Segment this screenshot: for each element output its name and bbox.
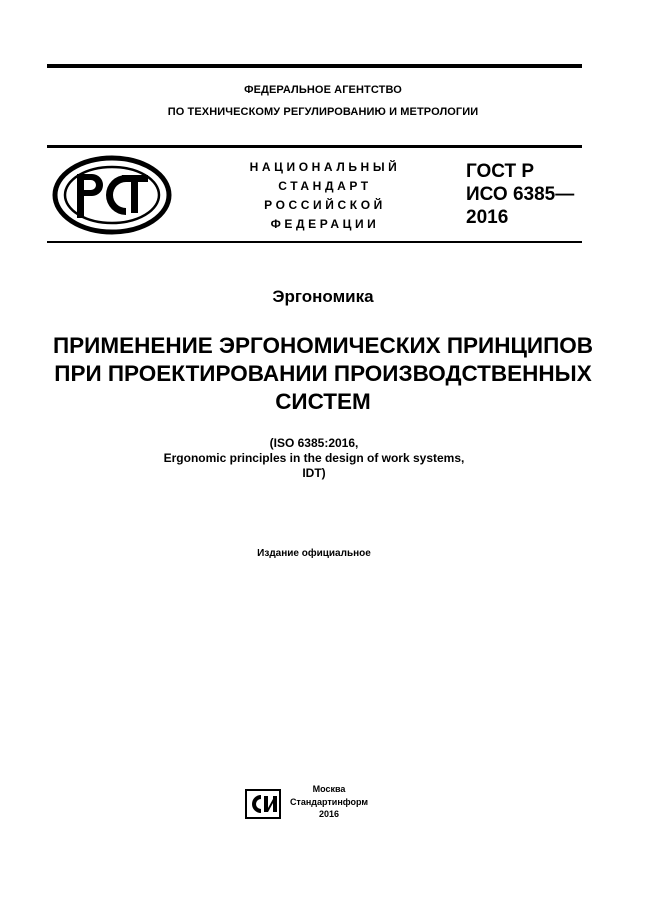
header-rule: [47, 145, 582, 148]
standard-type-line2: СТАНДАРТ: [278, 179, 372, 193]
publisher-block: [278, 783, 380, 821]
title-line2: ПРИ ПРОЕКТИРОВАНИИ ПРОИЗВОДСТВЕННЫХ: [54, 361, 592, 386]
standard-type-line1: НАЦИОНАЛЬНЫЙ: [249, 160, 401, 174]
publisher-year: 2016: [318, 809, 340, 819]
standartinform-logo-icon: [245, 789, 281, 819]
standard-designation: [466, 160, 574, 229]
publisher-name: Стандартинформ: [289, 796, 369, 807]
designation-rule: [47, 241, 582, 243]
agency-name-line1: ФЕДЕРАЛЬНОЕ АГЕНТСТВО: [244, 84, 402, 96]
publisher-city: Москва: [312, 784, 346, 794]
title-line3: СИСТЕМ: [275, 389, 371, 414]
designation-line3: 2016: [466, 207, 509, 228]
standard-type-line3: РОССИЙСКОЙ: [264, 198, 386, 212]
standard-type: [232, 158, 418, 234]
designation-line1: ГОСТ Р: [466, 161, 535, 182]
agency-name-line2: ПО ТЕХНИЧЕСКОМУ РЕГУЛИРОВАНИЮ И МЕТРОЛОГИИ: [167, 106, 479, 118]
rst-emblem-icon: [52, 155, 172, 235]
edition-note: Издание официальное: [257, 548, 371, 559]
designation-line2: ИСО 6385—: [466, 184, 575, 205]
subject-heading: Эргономика: [272, 287, 374, 306]
title-line1: ПРИМЕНЕНИЕ ЭРГОНОМИЧЕСКИХ ПРИНЦИПОВ: [52, 333, 594, 358]
document-title: [0, 332, 646, 416]
standard-type-line4: ФЕДЕРАЦИИ: [270, 217, 380, 231]
iso-ref-line1: (ISO 6385:2016,: [269, 436, 359, 450]
top-rule: [47, 64, 582, 68]
iso-ref-line3: IDT): [302, 466, 326, 480]
international-reference: [0, 436, 628, 481]
iso-ref-line2: Ergonomic principles in the design of work systems,: [163, 451, 465, 465]
